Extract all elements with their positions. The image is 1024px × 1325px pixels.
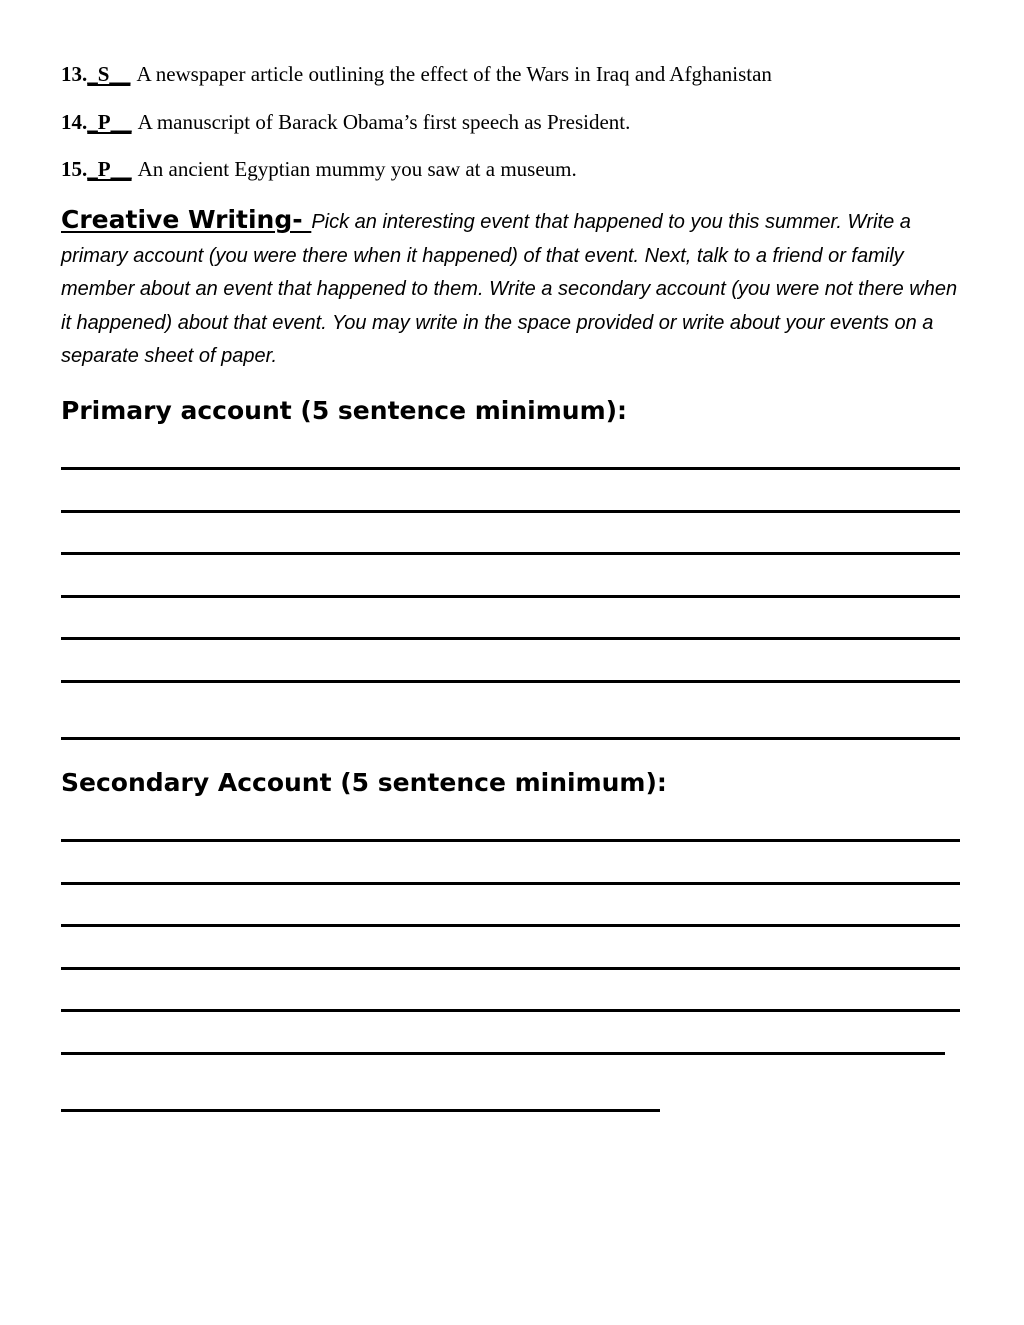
primary-writing-line[interactable]: [61, 637, 960, 640]
primary-writing-line[interactable]: [61, 680, 960, 683]
secondary-writing-line[interactable]: [61, 1052, 945, 1055]
question-14: [61, 110, 630, 134]
question-answer: _P__: [87, 157, 132, 181]
question-answer: _S__: [87, 62, 131, 86]
question-15: [61, 157, 577, 181]
question-text: A manuscript of Barack Obama’s first speech as President.: [137, 110, 631, 134]
creative-writing-prompt: [61, 203, 961, 374]
question-text: A newspaper article outlining the effect of the Wars in Iraq and Afghanistan: [136, 62, 772, 86]
secondary-account-heading: Secondary Account (5 sentence minimum):: [61, 768, 667, 797]
primary-writing-line[interactable]: [61, 737, 960, 740]
question-answer: _P__: [87, 110, 132, 134]
question-text: An ancient Egyptian mummy you saw at a museum.: [137, 157, 577, 181]
primary-writing-line[interactable]: [61, 595, 960, 598]
secondary-writing-line[interactable]: [61, 1009, 960, 1012]
primary-writing-line[interactable]: [61, 552, 960, 555]
secondary-writing-line[interactable]: [61, 882, 960, 885]
question-number: 14.: [61, 110, 88, 134]
secondary-writing-line[interactable]: [61, 924, 960, 927]
primary-writing-line[interactable]: [61, 467, 960, 470]
primary-writing-line[interactable]: [61, 510, 960, 513]
secondary-writing-line[interactable]: [61, 1109, 660, 1112]
question-number: 13.: [61, 62, 88, 86]
creative-writing-heading: Creative Writing-: [61, 205, 312, 234]
question-number: 15.: [61, 157, 88, 181]
creative-writing-instructions: Pick an interesting event that happened to you this summer. Write a primary account (you were there when it happened) of that event. Next, talk to a friend or family member about an event that happened to them. Write a secondary account (you were not there when it happened) about that event. You may write in the space provided or write about your events on a separate sheet of paper.: [61, 211, 958, 367]
secondary-writing-line[interactable]: [61, 967, 960, 970]
secondary-writing-line[interactable]: [61, 839, 960, 842]
primary-account-heading: Primary account (5 sentence minimum):: [61, 396, 628, 425]
question-13: [61, 62, 772, 86]
